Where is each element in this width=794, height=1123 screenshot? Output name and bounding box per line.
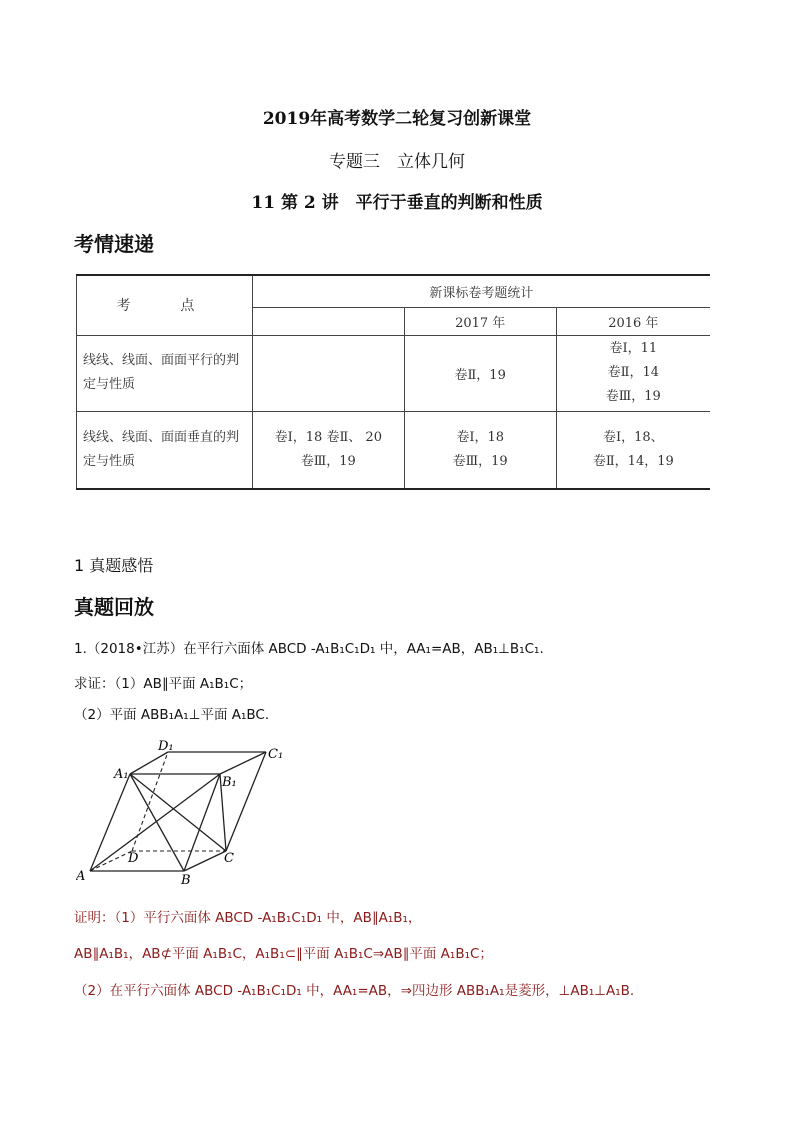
label-D1: D₁: [158, 739, 174, 754]
proof-line-3: （2）在平行六面体 ABCD -A₁B₁C₁D₁ 中，AA₁=AB，⇒四边形 ABB₁A₁是菱形，⊥AB₁⊥A₁B.: [74, 983, 635, 999]
lesson-title: 11 第 2 讲 平行于垂直的判断和性质: [251, 193, 543, 213]
cell-2016: 卷Ⅰ，18、 卷Ⅱ，14，19: [556, 411, 710, 489]
label-B1: B₁: [222, 775, 237, 790]
table-row: [77, 335, 711, 411]
problem-part-2: （2）平面 ABB₁A₁⊥平面 A₁BC.: [74, 707, 270, 723]
cell-2017: 卷Ⅰ，18 卷Ⅲ，19: [404, 411, 556, 489]
heading-zhenti-ganwu: 1 真题感悟: [74, 556, 154, 575]
header-2016: 2016 年: [556, 307, 710, 335]
topic-cell: 线线、线面、面面平行的判定与性质: [77, 335, 253, 411]
header-kaodian: 考 点: [77, 275, 253, 335]
problem-statement: 1.（2018•江苏）在平行六面体 ABCD -A₁B₁C₁D₁ 中，AA₁=AB，AB₁⊥B₁C₁.: [74, 641, 544, 657]
header-empty: [252, 307, 404, 335]
proof-line-1: 证明：（1）平行六面体 ABCD -A₁B₁C₁D₁ 中，AB∥A₁B₁，: [74, 910, 422, 926]
exam-statistics-table: [76, 274, 710, 490]
section-heading-kaoqing: 考情速递: [74, 232, 154, 256]
header-2017: 2017 年: [404, 307, 556, 335]
cell-2016: 卷Ⅰ，11 卷Ⅱ，14 卷Ⅲ，19: [556, 335, 710, 411]
proof-line-2: AB∥A₁B₁，AB⊄平面 A₁B₁C，A₁B₁⊂∥平面 A₁B₁C⇒AB∥平面 A₁B₁C；: [74, 946, 493, 962]
heading-zhenti-huifang: 真题回放: [74, 595, 154, 619]
label-A1: A₁: [114, 767, 129, 782]
document-title: 2019年高考数学二轮复习创新课堂: [262, 109, 532, 129]
header-stats: 新课标卷考题统计: [252, 275, 710, 307]
problem-part-1: 求证：（1）AB∥平面 A₁B₁C；: [74, 676, 253, 692]
table-row: [77, 411, 711, 489]
cell-2017: 卷Ⅱ，19: [404, 335, 556, 411]
parallelepiped-figure: [76, 738, 296, 888]
cell-col1: 卷Ⅰ，18 卷Ⅱ、 20 卷Ⅲ，19: [252, 411, 404, 489]
label-C1: C₁: [268, 747, 284, 762]
label-A: A: [76, 869, 86, 884]
cell-col1: [252, 335, 404, 411]
label-B: B: [181, 873, 191, 888]
topic-cell: 线线、线面、面面垂直的判定与性质: [77, 411, 253, 489]
label-D: D: [128, 851, 139, 866]
topic-subtitle: 专题三 立体几何: [329, 152, 465, 172]
label-C: C: [224, 851, 234, 866]
